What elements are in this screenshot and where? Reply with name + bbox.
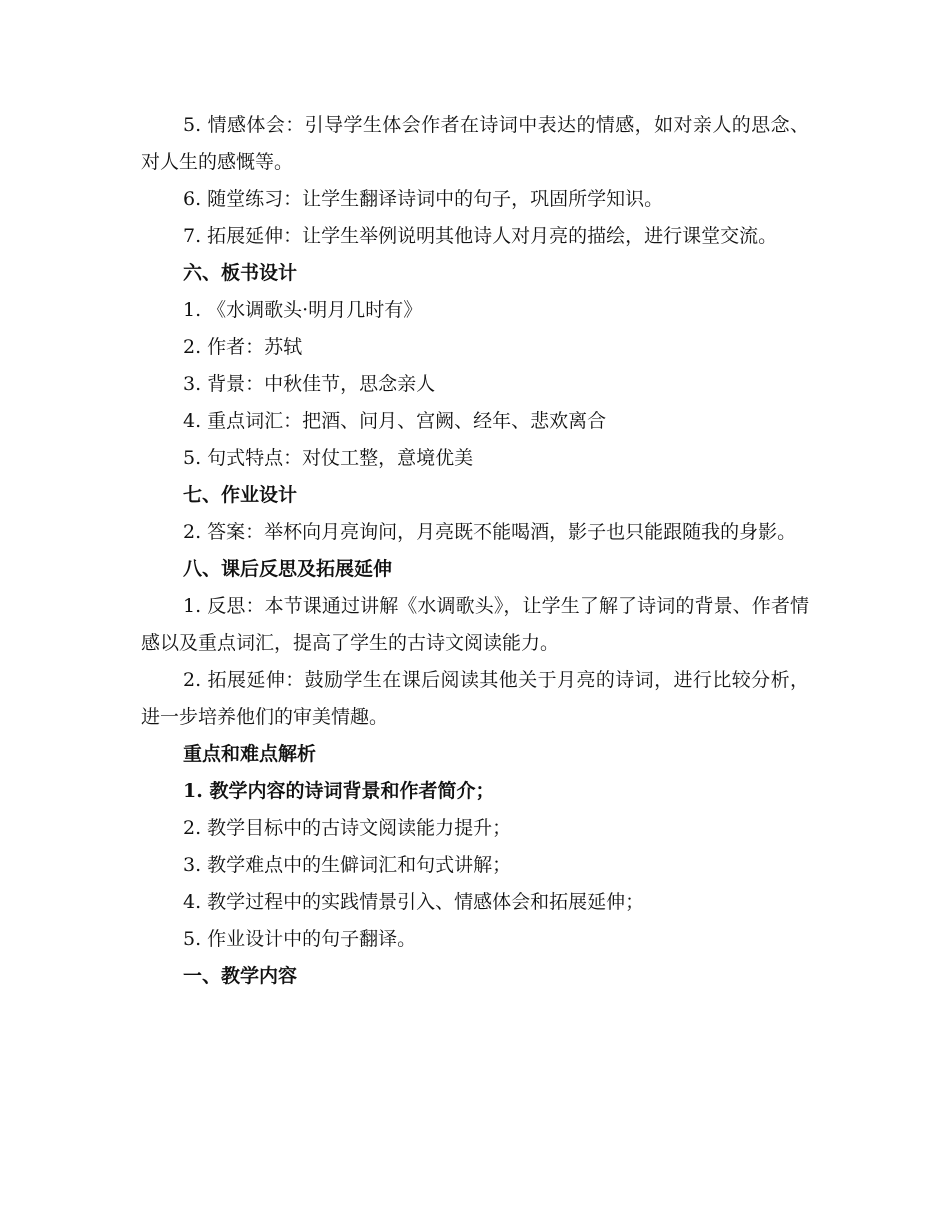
list-item-reflection: 1. 反思：本节课通过讲解《水调歌头》，让学生了解了诗词的背景、作者情感以及重点词汇，提高了学生的古诗文阅读能力。 [141, 595, 809, 654]
list-item-background: 3. 背景：中秋佳节，思念亲人 [183, 373, 436, 395]
list-item-key-point-3: 3. 教学难点中的生僻词汇和句式讲解； [183, 854, 512, 876]
list-item-emotion: 5. 情感体会：引导学生体会作者在诗词中表达的情感，如对亲人的思念、对人生的感慨等。 [141, 114, 809, 173]
list-item-key-point-5: 5. 作业设计中的句子翻译。 [183, 928, 417, 950]
list-item-key-point-1: 1. 教学内容的诗词背景和作者简介； [183, 780, 495, 802]
list-item-practice: 6. 随堂练习：让学生翻译诗词中的句子，巩固所学知识。 [183, 188, 664, 210]
list-item-extension: 7. 拓展延伸：让学生举例说明其他诗人对月亮的描绘，进行课堂交流。 [183, 225, 778, 247]
section-heading-homework: 七、作业设计 [183, 484, 298, 506]
list-item-extension-reading: 2. 拓展延伸：鼓励学生在课后阅读其他关于月亮的诗词，进行比较分析，进一步培养他们的审美情趣。 [141, 669, 809, 728]
section-heading-key-points: 重点和难点解析 [183, 743, 317, 765]
list-item-author: 2. 作者：苏轼 [183, 336, 303, 358]
section-heading-reflection: 八、课后反思及拓展延伸 [183, 558, 393, 580]
list-item-poem-title: 1. 《水调歌头·明月几时有》 [183, 299, 423, 321]
section-heading-board-design: 六、板书设计 [183, 262, 298, 284]
list-item-sentence-features: 5. 句式特点：对仗工整，意境优美 [183, 447, 474, 469]
list-item-key-words: 4. 重点词汇：把酒、问月、宫阙、经年、悲欢离合 [183, 410, 607, 432]
list-item-key-point-4: 4. 教学过程中的实践情景引入、情感体会和拓展延伸； [183, 891, 645, 913]
list-item-key-point-2: 2. 教学目标中的古诗文阅读能力提升； [183, 817, 512, 839]
list-item-answer: 2. 答案：举杯向月亮询问，月亮既不能喝酒，影子也只能跟随我的身影。 [183, 521, 797, 543]
section-heading-teaching-content: 一、教学内容 [183, 965, 298, 987]
document-body [141, 107, 809, 995]
